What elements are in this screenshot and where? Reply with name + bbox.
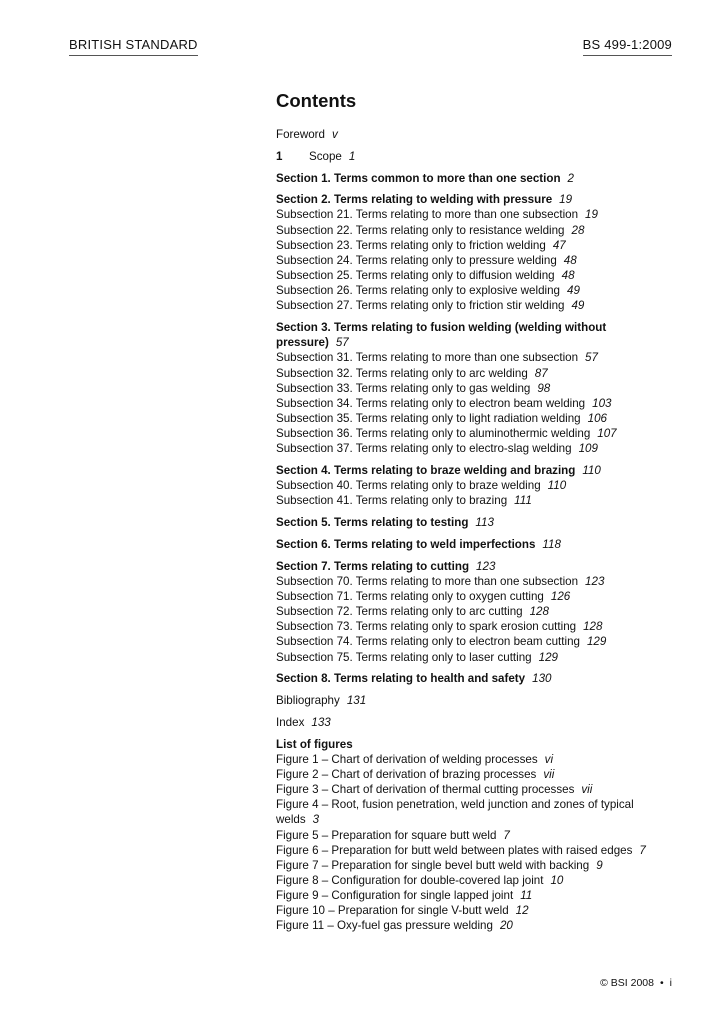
toc-section-heading[interactable] [276, 537, 686, 552]
toc-subsection[interactable] [276, 283, 686, 298]
toc-entry-page: 7 [639, 843, 646, 857]
toc-entry[interactable] [276, 693, 686, 708]
header-left: BRITISH STANDARD [69, 37, 198, 56]
toc-entry-label: Figure 7 – Preparation for single bevel butt weld with backing [276, 858, 590, 872]
toc-subsection[interactable] [276, 381, 686, 396]
toc-entry-label: Bibliography [276, 694, 340, 708]
toc-entry-page: 106 [587, 412, 607, 426]
toc-entry-page: 28 [571, 223, 585, 237]
toc-entry[interactable] [276, 149, 686, 164]
toc-entry-page: 12 [515, 904, 529, 918]
toc-entry-page: 130 [532, 672, 552, 686]
toc-entry-page: 49 [571, 299, 585, 313]
toc-entry-label: Subsection 70. Terms relating to more than one subsection [276, 574, 579, 588]
toc-entry-page: 131 [346, 694, 367, 708]
toc-entry-label: Subsection 74. Terms relating only to electron beam cutting [276, 635, 580, 649]
toc-entry-page: v [331, 128, 338, 141]
toc-entry-page: 11 [520, 889, 533, 903]
toc-entry-page: 113 [475, 516, 494, 530]
toc-entry-label: Subsection 36. Terms relating only to aluminothermic welding [276, 427, 591, 441]
toc-entry-label: Figure 6 – Preparation for butt weld between plates with raised edges [276, 843, 633, 857]
toc-entry-page: 57 [335, 336, 349, 350]
toc-entry-label: Figure 5 – Preparation for square butt weld [276, 828, 497, 842]
toc-subsection[interactable] [276, 574, 686, 589]
toc-entry-page: 2 [567, 171, 574, 185]
toc-entry-page: 118 [542, 537, 561, 551]
toc-section-8 [276, 671, 686, 686]
page-title: Contents [276, 90, 357, 111]
toc-entry-page: 128 [583, 620, 603, 634]
toc-entry-page: 110 [582, 464, 601, 478]
toc-entry-page: 128 [529, 605, 549, 619]
toc-entry-page: 9 [596, 858, 603, 872]
page-footer [600, 977, 672, 989]
figure-entry[interactable] [276, 918, 686, 933]
toc-section-heading[interactable] [276, 559, 686, 574]
toc-entry-page: 19 [559, 193, 573, 207]
toc-entry[interactable] [276, 715, 686, 730]
toc-entry-label: Subsection 21. Terms relating to more than one subsection [276, 208, 579, 222]
toc-section-1 [276, 171, 686, 186]
toc-subsection[interactable] [276, 634, 686, 649]
figure-entry[interactable] [276, 828, 686, 843]
toc-entry-label: Subsection 33. Terms relating only to gas welding [276, 381, 531, 395]
toc-entry-label: Figure 3 – Chart of derivation of thermal cutting processes [276, 783, 575, 797]
toc-subsection[interactable] [276, 589, 686, 604]
toc-subsection[interactable] [276, 411, 686, 426]
toc-entry-label: Figure 1 – Chart of derivation of welding processes [276, 752, 538, 766]
figure-entry[interactable] [276, 767, 686, 782]
toc-entry-page: 48 [561, 269, 575, 283]
toc-entry-page: vii [581, 783, 593, 797]
toc-entry-label: Figure 8 – Configuration for double-covered lap joint [276, 874, 544, 887]
toc-foreword [276, 127, 686, 142]
toc-entry-label: Subsection 73. Terms relating only to spark erosion cutting [276, 620, 577, 634]
toc-subsection[interactable] [276, 426, 686, 441]
toc-index [276, 715, 686, 730]
toc-section-6 [276, 537, 686, 552]
toc-entry-label: Subsection 27. Terms relating only to friction stir welding [276, 299, 565, 313]
toc-section-3 [276, 320, 686, 456]
table-of-contents [276, 127, 686, 940]
header-right: BS 499-1:2009 [583, 37, 672, 56]
toc-entry-page: 49 [567, 284, 580, 298]
toc-entry-page: 110 [547, 479, 567, 493]
toc-section-heading[interactable] [276, 463, 686, 478]
figure-entry[interactable] [276, 903, 686, 918]
toc-entry-label: Figure 4 – Root, fusion penetration, weld junction and zones of typical welds [276, 798, 634, 827]
toc-entry-page: 133 [311, 715, 331, 729]
toc-bibliography [276, 693, 686, 708]
toc-section-4 [276, 463, 686, 508]
toc-entry-page: 3 [312, 813, 320, 827]
toc-subsection[interactable] [276, 478, 686, 493]
toc-section-2 [276, 192, 686, 313]
page-number: i [669, 977, 672, 989]
toc-entry-label: Scope [309, 149, 342, 163]
toc-entry-label: Section 2. Terms relating to welding with pressure [276, 193, 553, 207]
figure-entry[interactable] [276, 797, 674, 827]
toc-section-heading[interactable] [276, 192, 686, 207]
bullet-separator: • [659, 977, 664, 989]
toc-entry-label: Figure 11 – Oxy-fuel gas pressure welding [276, 919, 493, 933]
toc-section-5 [276, 515, 686, 530]
toc-entry-page: vii [543, 767, 555, 781]
toc-entry-label: Index [276, 715, 305, 729]
toc-section-heading[interactable] [276, 171, 686, 186]
toc-subsection[interactable] [276, 350, 686, 365]
toc-entry-label: Subsection 72. Terms relating only to arc cutting [276, 605, 523, 619]
toc-section-heading[interactable] [276, 671, 686, 686]
toc-entry-page: 109 [578, 442, 598, 456]
figure-entry[interactable] [276, 782, 686, 797]
toc-entry-label: Subsection 22. Terms relating only to resistance welding [276, 223, 565, 237]
toc-subsection[interactable] [276, 238, 686, 253]
toc-entry-label: Subsection 37. Terms relating only to electro-slag welding [276, 442, 572, 456]
toc-subsection[interactable] [276, 298, 686, 313]
toc-entry-label: Section 1. Terms common to more than one section [276, 171, 561, 185]
toc-entry-label: Subsection 24. Terms relating only to pressure welding [276, 253, 557, 267]
toc-entry-label: Subsection 32. Terms relating only to arc welding [276, 366, 528, 380]
toc-entry-page: 47 [552, 238, 566, 252]
figure-entry[interactable] [276, 843, 651, 858]
toc-entry-page: 103 [592, 396, 612, 410]
toc-entry-label: Subsection 75. Terms relating only to laser cutting [276, 650, 532, 664]
toc-entry-page: 126 [550, 589, 571, 603]
toc-entry-page: 48 [563, 253, 577, 267]
toc-entry-label: Section 5. Terms relating to testing [276, 516, 469, 530]
toc-entry-page: 10 [550, 874, 564, 887]
toc-entry-page: 123 [585, 574, 605, 588]
toc-entry-label: Subsection 34. Terms relating only to electron beam welding [276, 396, 586, 410]
toc-section-heading[interactable] [276, 320, 636, 350]
toc-subsection[interactable] [276, 619, 686, 634]
toc-entry-page: 129 [586, 635, 607, 649]
copyright-text: © BSI 2008 [600, 977, 654, 989]
toc-entry-label: Subsection 71. Terms relating only to oxygen cutting [276, 589, 544, 603]
toc-entry-label: Foreword [276, 128, 325, 141]
toc-scope [276, 149, 686, 164]
toc-subsection[interactable] [276, 268, 686, 283]
toc-entry-label: Subsection 40. Terms relating only to braze welding [276, 479, 541, 493]
toc-entry-page: 20 [499, 919, 513, 933]
toc-entry-page: 129 [538, 650, 558, 664]
figure-entry[interactable] [276, 873, 686, 888]
toc-list-of-figures [276, 737, 686, 934]
toc-entry-label: Subsection 23. Terms relating only to friction welding [276, 238, 546, 252]
toc-entry-label: Section 6. Terms relating to weld imperfections [276, 537, 536, 551]
figures-heading: List of figures [276, 737, 353, 751]
toc-entry-page: 57 [585, 351, 598, 365]
toc-subsection[interactable] [276, 396, 686, 411]
toc-entry-page: 123 [476, 559, 496, 573]
toc-entry-label: Subsection 26. Terms relating only to explosive welding [276, 284, 560, 298]
toc-section-7 [276, 559, 686, 665]
toc-entry-page: 107 [597, 427, 617, 441]
toc-subsection[interactable] [276, 441, 686, 456]
figure-entry[interactable] [276, 752, 686, 767]
toc-entry-label: Figure 10 – Preparation for single V-butt weld [276, 904, 509, 918]
toc-entry-label: Subsection 35. Terms relating only to light radiation welding [276, 412, 581, 426]
figure-entry[interactable] [276, 888, 686, 903]
toc-entry-label: Section 4. Terms relating to braze welding and brazing [276, 464, 576, 478]
toc-entry-label: Subsection 41. Terms relating only to brazing [276, 494, 508, 508]
toc-entry-page: 111 [514, 494, 532, 508]
toc-entry-label: Subsection 25. Terms relating only to diffusion welding [276, 269, 555, 283]
toc-subsection[interactable] [276, 207, 686, 222]
toc-entry-page: 1 [348, 149, 356, 163]
toc-subsection[interactable] [276, 366, 686, 381]
toc-subsection[interactable] [276, 253, 686, 268]
figure-entry[interactable] [276, 858, 686, 873]
toc-subsection[interactable] [276, 650, 686, 665]
toc-entry-number: 1 [276, 149, 283, 163]
toc-entry-label: Figure 2 – Chart of derivation of brazing processes [276, 767, 537, 781]
toc-entry-label: Figure 9 – Configuration for single lapped joint [276, 889, 514, 903]
toc-section-heading[interactable] [276, 515, 686, 530]
toc-entry-label: Section 8. Terms relating to health and safety [276, 672, 526, 686]
toc-entry-page: 7 [503, 828, 510, 842]
toc-entry-page: 19 [585, 208, 598, 222]
toc-entry[interactable] [276, 127, 686, 142]
toc-subsection[interactable] [276, 493, 686, 508]
toc-entry-label: Subsection 31. Terms relating to more than one subsection [276, 351, 579, 365]
toc-entry-page: 98 [537, 381, 551, 395]
toc-entry-page: vi [544, 752, 554, 766]
toc-subsection[interactable] [276, 223, 686, 238]
toc-subsection[interactable] [276, 604, 686, 619]
toc-entry-page: 87 [534, 366, 548, 380]
toc-entry-label: Section 3. Terms relating to fusion welding (welding without pressure) [276, 321, 607, 350]
toc-entry-label: Section 7. Terms relating to cutting [276, 559, 470, 573]
